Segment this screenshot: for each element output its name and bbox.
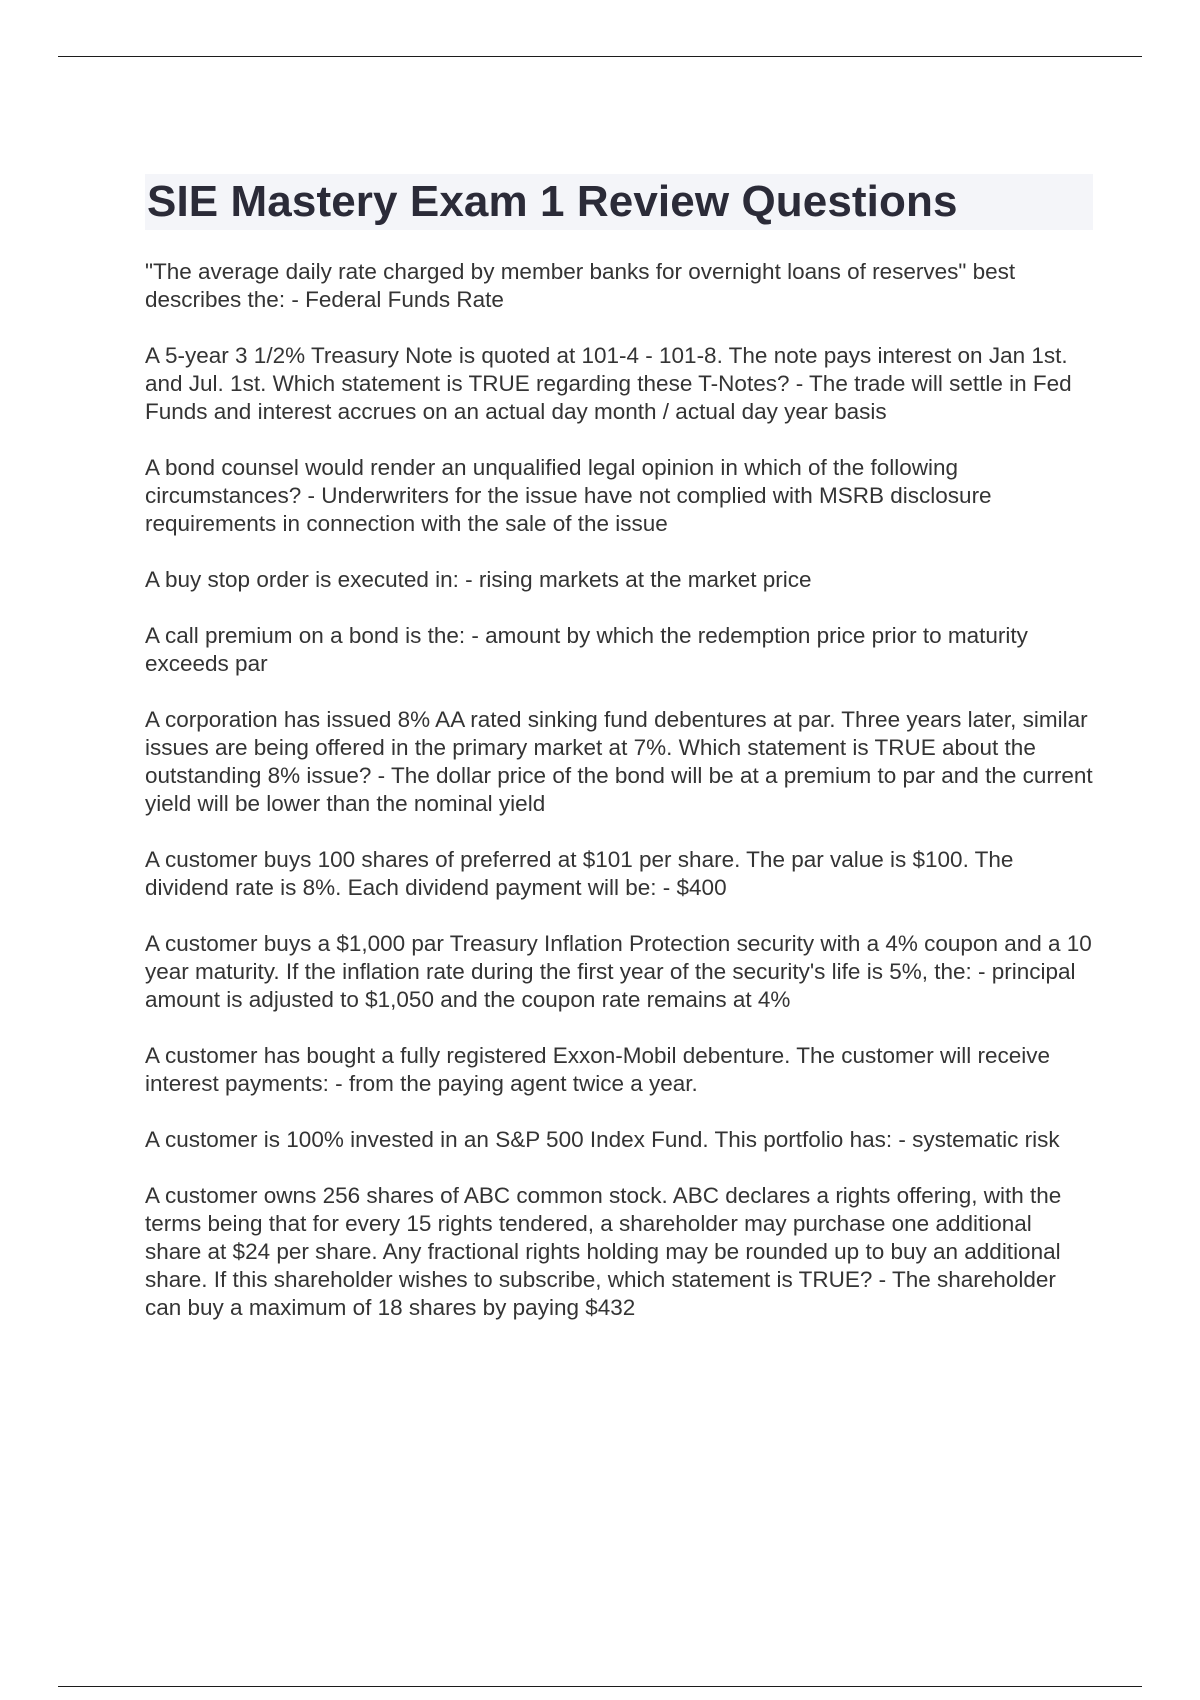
bottom-rule [58,1686,1142,1687]
question-item: A customer buys 100 shares of preferred at $101 per share. The par value is $100. The dividend rate is 8%. Each dividend payment will be: - $400 [145,847,1014,900]
question-item: "The average daily rate charged by member banks for overnight loans of reserves" best describes the: - Federal Funds Rate [145,259,1016,312]
question-item: A customer has bought a fully registered Exxon-Mobil debenture. The customer will receive interest payments: - from the paying agent twice a year. [145,1043,1051,1096]
question-item: A bond counsel would render an unqualified legal opinion in which of the following circumstances? - Underwriters for the issue have not complied with MSRB disclosure requirements in connection with the sale of the issue [145,455,992,536]
top-rule [58,56,1142,57]
document-body [145,174,1093,1350]
question-item: A call premium on a bond is the: - amount by which the redemption price prior to maturity exceeds par [145,623,1028,676]
question-item: A customer is 100% invested in an S&P 500 Index Fund. This portfolio has: - systematic risk [145,1127,1060,1152]
question-item: A customer buys a $1,000 par Treasury Inflation Protection security with a 4% coupon and a 10 year maturity. If the inflation rate during the first year of the security's life is 5%, the: - principal amount is adjusted to $1,050 and the coupon rate remains at 4% [145,931,1092,1012]
question-item: A 5-year 3 1/2% Treasury Note is quoted at 101-4 - 101-8. The note pays interest on Jan 1st. and Jul. 1st. Which statement is TRUE regarding these T-Notes? - The trade will settle in Fed Funds and interest accrues on an actual day month / actual day year basis [145,343,1072,424]
question-item: A buy stop order is executed in: - rising markets at the market price [145,567,812,592]
question-item: A corporation has issued 8% AA rated sinking fund debentures at par. Three years later, similar issues are being offered in the primary market at 7%. Which statement is TRUE about the outstanding 8% issue? - The dollar price of the bond will be at a premium to par and the current yield will be lower than the nominal yield [145,707,1093,816]
document-title: SIE Mastery Exam 1 Review Questions [145,174,1093,230]
question-item: A customer owns 256 shares of ABC common stock. ABC declares a rights offering, with the terms being that for every 15 rights tendered, a shareholder may purchase one additional share at $24 per share. Any fractional rights holding may be rounded up to buy an additional share. If this shareholder wishes to subscribe, which statement is TRUE? - The shareholder can buy a maximum of 18 shares by paying $432 [145,1183,1062,1320]
question-list [145,258,1093,1322]
